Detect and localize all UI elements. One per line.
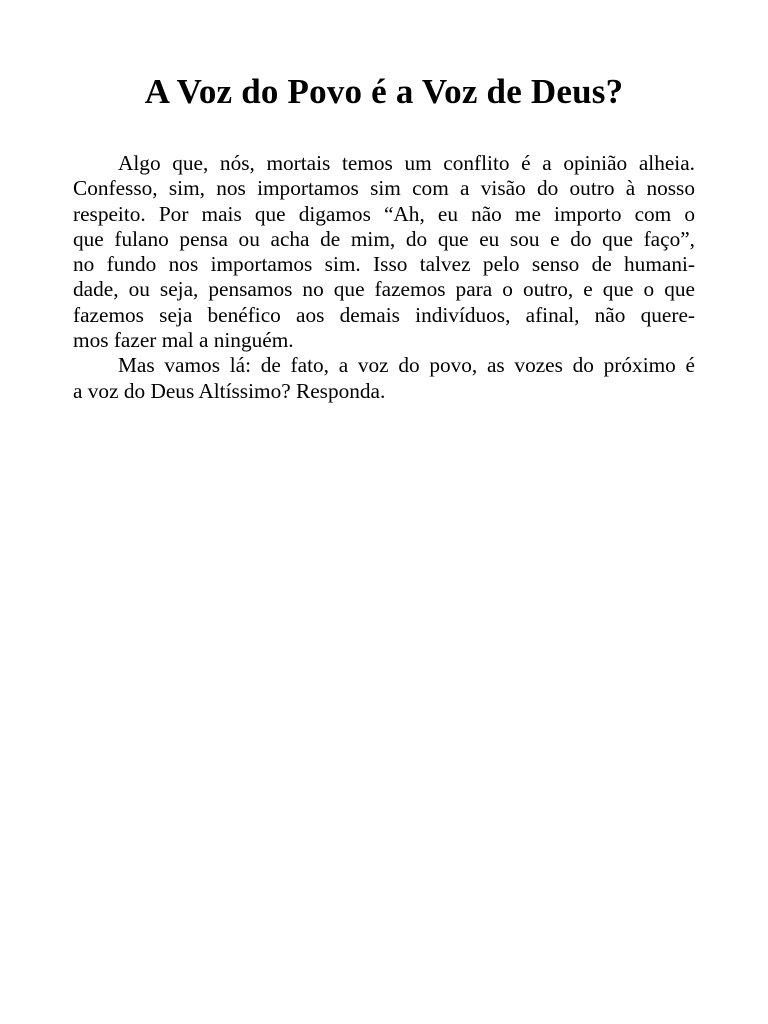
paragraph-1-line-5: no fundo nos importamos sim. Isso talvez pelo senso de humani- — [73, 252, 695, 277]
paragraph-1-line-6: dade, ou seja, pensamos no que fazemos para o outro, e que o que — [73, 277, 695, 302]
paragraph-2-line-1: Mas vamos lá: de fato, a voz do povo, as vozes do próximo é — [118, 353, 695, 378]
paragraph-1-line-3: respeito. Por mais que digamos “Ah, eu não me importo com o — [73, 201, 695, 226]
paragraph-1-line-2: Confesso, sim, nos importamos sim com a visão do outro à nosso — [73, 176, 695, 201]
paragraph-1-line-1: Algo que, nós, mortais temos um conflito é a opinião alheia. — [118, 151, 695, 175]
document-page — [73, 0, 695, 404]
paragraph-1-line-8: mos fazer mal a ninguém. — [73, 328, 294, 353]
document-title: A Voz do Povo é a Voz de Deus? — [144, 72, 624, 111]
paragraph-1-line-4: que fulano pensa ou acha de mim, do que eu sou e do que faço”, — [73, 226, 695, 251]
paragraph-1-line-7: fazemos seja benéfico aos demais indivíduos, afinal, não quere- — [73, 302, 695, 327]
paragraph-2 — [73, 353, 695, 404]
paragraph-1 — [73, 151, 695, 353]
document-body — [73, 151, 695, 404]
paragraph-2-line-2: a voz do Deus Altíssimo? Responda. — [73, 378, 386, 403]
